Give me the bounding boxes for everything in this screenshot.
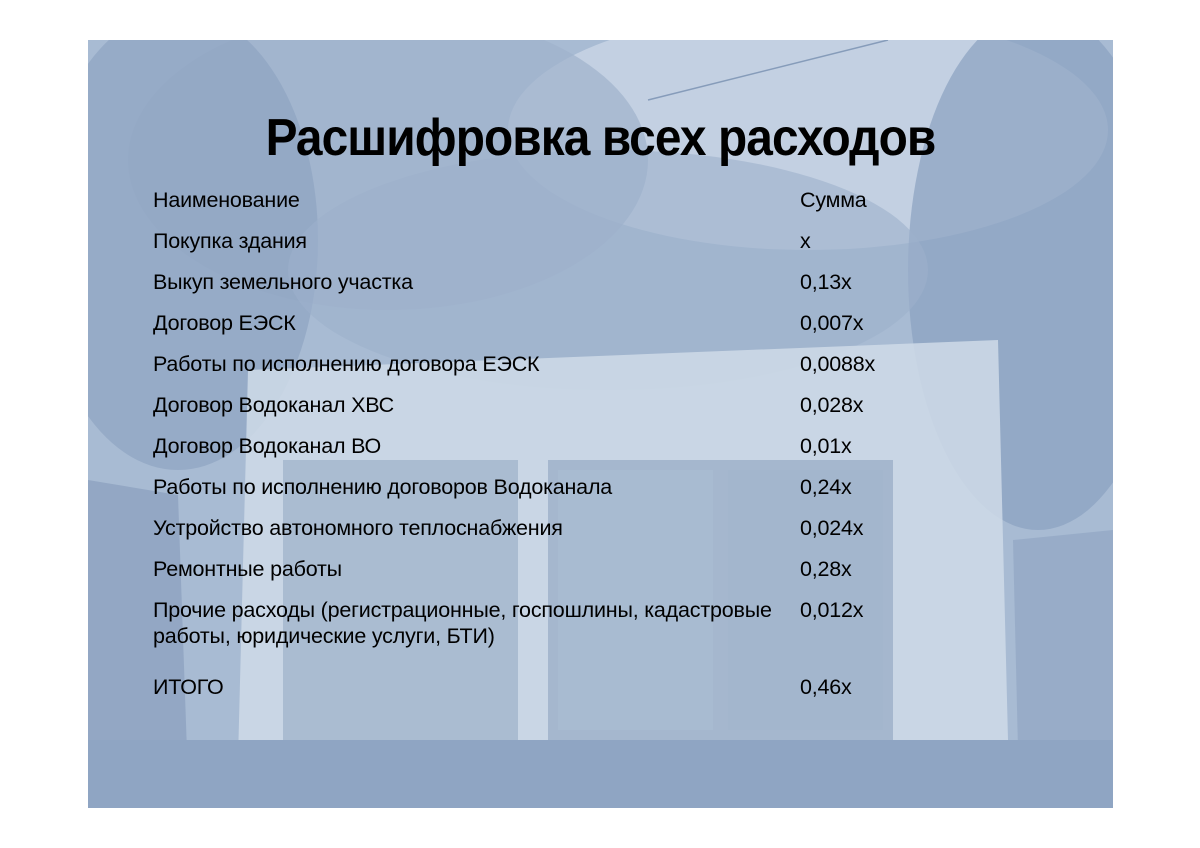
row-name: Устройство автономного теплоснабжения <box>153 516 563 540</box>
slide <box>88 40 1113 808</box>
table-row <box>153 556 1053 582</box>
row-name: Ремонтные работы <box>153 557 342 581</box>
row-sum: 0,13x <box>800 270 852 294</box>
row-sum: 0,0088x <box>800 352 876 376</box>
row-sum: 0,028x <box>800 393 864 417</box>
table-header <box>153 187 1053 213</box>
table-row <box>153 515 1053 541</box>
row-name: Договор Водоканал ХВС <box>153 393 394 417</box>
row-sum: 0,28x <box>800 557 852 581</box>
header-sum: Сумма <box>800 188 867 212</box>
table-row <box>153 269 1053 295</box>
row-sum: 0,24x <box>800 475 852 499</box>
row-sum: x <box>800 229 811 253</box>
expenses-table <box>153 187 1053 715</box>
row-name: Договор Водоканал ВО <box>153 434 382 458</box>
table-row <box>153 310 1053 336</box>
row-sum: 0,012x <box>800 598 864 622</box>
row-sum: 0,01x <box>800 434 852 458</box>
row-name: Покупка здания <box>153 229 307 253</box>
table-row <box>153 474 1053 500</box>
table-row <box>153 392 1053 418</box>
table-row <box>153 228 1053 254</box>
table-row <box>153 433 1053 459</box>
row-sum: 0,007x <box>800 311 864 335</box>
table-total-row <box>153 674 1053 700</box>
row-name: Работы по исполнению договоров Водоканала <box>153 475 613 499</box>
row-name: Договор ЕЭСК <box>153 311 296 335</box>
row-name: Выкуп земельного участка <box>153 270 413 294</box>
row-name: Прочие расходы (регистрационные, госпошлины, кадастровые работы, юридические услуги, БТИ) <box>153 598 772 648</box>
table-row <box>153 597 1053 649</box>
table-row <box>153 351 1053 377</box>
header-name: Наименование <box>153 188 300 212</box>
row-sum: 0,024x <box>800 516 864 540</box>
total-sum: 0,46x <box>800 675 852 699</box>
page-title: Расшифровка всех расходов <box>265 109 936 167</box>
total-label: ИТОГО <box>153 675 224 699</box>
row-name: Работы по исполнению договора ЕЭСК <box>153 352 540 376</box>
